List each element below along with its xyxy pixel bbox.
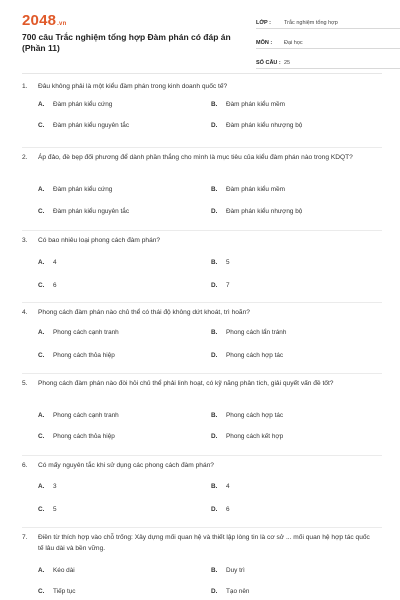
answer-option[interactable] bbox=[38, 432, 115, 442]
question-item bbox=[22, 306, 382, 374]
answer-option[interactable] bbox=[211, 281, 230, 291]
site-logo[interactable] bbox=[22, 12, 66, 29]
question-number: 3. bbox=[22, 237, 28, 244]
answer-option[interactable] bbox=[211, 505, 230, 515]
option-text: 4 bbox=[53, 259, 57, 266]
option-letter: D. bbox=[211, 122, 218, 129]
question-number: 7. bbox=[22, 534, 28, 541]
option-text: 5 bbox=[226, 259, 230, 266]
answer-option[interactable] bbox=[211, 258, 230, 268]
answer-option[interactable] bbox=[211, 100, 285, 110]
answer-option[interactable] bbox=[38, 566, 75, 576]
option-text: Đàm phán kiểu mềm bbox=[226, 186, 285, 193]
option-text: Phong cách cạnh tranh bbox=[53, 329, 119, 336]
option-text: 3 bbox=[53, 483, 57, 490]
option-text: Đàm phán kiểu nhượng bộ bbox=[226, 208, 303, 215]
option-text: Đàm phán kiểu mềm bbox=[226, 101, 285, 108]
question-item bbox=[22, 80, 382, 148]
option-letter: A. bbox=[38, 567, 45, 574]
option-text: Đàm phán kiểu nhượng bộ bbox=[226, 122, 303, 129]
option-text: Phong cách hợp tác bbox=[226, 412, 284, 419]
option-letter: B. bbox=[211, 412, 218, 419]
meta-label: MÔN : bbox=[256, 40, 273, 46]
option-letter: C. bbox=[38, 588, 45, 595]
answer-option[interactable] bbox=[211, 482, 230, 492]
option-letter: D. bbox=[211, 208, 218, 215]
question-text: Có bao nhiêu loại phong cách đàm phán? bbox=[38, 237, 161, 244]
option-text: Duy trì bbox=[226, 567, 245, 574]
answer-option[interactable] bbox=[38, 482, 57, 492]
option-letter: D. bbox=[211, 282, 218, 289]
option-letter: A. bbox=[38, 101, 45, 108]
answer-option[interactable] bbox=[38, 328, 119, 338]
option-letter: D. bbox=[211, 588, 218, 595]
meta-row-class bbox=[256, 14, 400, 29]
meta-label: SỐ CÂU : bbox=[256, 60, 281, 66]
answer-option[interactable] bbox=[38, 587, 76, 597]
logo-text: 2048 bbox=[22, 12, 57, 29]
question-item bbox=[22, 151, 382, 231]
question-text: Có mấy nguyên tắc khi sử dụng các phong cách đàm phán? bbox=[38, 462, 214, 469]
option-letter: B. bbox=[211, 186, 218, 193]
option-text: Phong cách kết hợp bbox=[226, 433, 284, 440]
meta-value: 25 bbox=[284, 60, 291, 66]
answer-option[interactable] bbox=[38, 207, 129, 217]
question-item bbox=[22, 377, 382, 456]
answer-option[interactable] bbox=[38, 258, 57, 268]
option-letter: B. bbox=[211, 259, 218, 266]
option-text: 6 bbox=[226, 506, 230, 513]
answer-option[interactable] bbox=[38, 505, 57, 515]
answer-option[interactable] bbox=[211, 328, 286, 338]
option-text: Phong cách thỏa hiệp bbox=[53, 352, 115, 359]
question-number: 4. bbox=[22, 309, 28, 316]
option-letter: C. bbox=[38, 282, 45, 289]
question-text: Đâu không phải là một kiểu đàm phán trong kinh doanh quốc tế? bbox=[38, 83, 228, 90]
option-letter: A. bbox=[38, 259, 45, 266]
option-text: Đàm phán kiểu nguyên tắc bbox=[53, 122, 130, 129]
meta-label: LỚP : bbox=[256, 20, 271, 26]
option-letter: C. bbox=[38, 208, 45, 215]
option-text: Kéo dài bbox=[53, 567, 75, 574]
option-text: 4 bbox=[226, 483, 230, 490]
answer-option[interactable] bbox=[211, 351, 283, 361]
answer-option[interactable] bbox=[211, 432, 283, 442]
question-text: Điền từ thích hợp vào chỗ trống: Xây dựng mối quan hệ và thiết lập lòng tin là cơ sở ... mối quan hệ hợp tác quốc tế lâu dài và bền vững. bbox=[38, 534, 370, 552]
option-text: Phong cách thỏa hiệp bbox=[53, 433, 115, 440]
answer-option[interactable] bbox=[38, 100, 112, 110]
option-text: 7 bbox=[226, 282, 230, 289]
question-text: Phong cách đàm phán nào chủ thể có thái độ không dứt khoát, trì hoãn? bbox=[38, 309, 250, 316]
answer-option[interactable] bbox=[38, 185, 112, 195]
answer-option[interactable] bbox=[38, 281, 57, 291]
document-title: 700 câu Trắc nghiệm tổng hợp Đàm phán có đáp án (Phần 11) bbox=[22, 32, 231, 53]
answer-option[interactable] bbox=[211, 566, 245, 576]
option-letter: B. bbox=[211, 101, 218, 108]
option-letter: D. bbox=[211, 352, 218, 359]
option-letter: A. bbox=[38, 186, 45, 193]
option-text: Đàm phán kiểu cứng bbox=[53, 186, 113, 193]
meta-row-count bbox=[256, 54, 400, 69]
document-header bbox=[22, 0, 382, 74]
option-letter: B. bbox=[211, 483, 218, 490]
option-letter: D. bbox=[211, 433, 218, 440]
answer-option[interactable] bbox=[211, 185, 285, 195]
logo-suffix: .vn bbox=[57, 21, 67, 27]
meta-value: Đại học bbox=[284, 40, 303, 46]
option-text: Phong cách lẩn tránh bbox=[226, 329, 287, 336]
answer-option[interactable] bbox=[38, 351, 115, 361]
answer-option[interactable] bbox=[38, 121, 129, 131]
option-letter: C. bbox=[38, 352, 45, 359]
answer-option[interactable] bbox=[211, 587, 249, 597]
answer-option[interactable] bbox=[211, 121, 302, 131]
document-meta bbox=[256, 14, 400, 74]
option-letter: B. bbox=[211, 567, 218, 574]
option-letter: A. bbox=[38, 329, 45, 336]
option-letter: C. bbox=[38, 122, 45, 129]
answer-option[interactable] bbox=[211, 411, 283, 421]
question-number: 1. bbox=[22, 83, 28, 90]
option-text: 6 bbox=[53, 282, 57, 289]
option-letter: A. bbox=[38, 412, 45, 419]
option-letter: C. bbox=[38, 506, 45, 513]
option-letter: C. bbox=[38, 433, 45, 440]
option-text: Đàm phán kiểu cứng bbox=[53, 101, 113, 108]
question-number: 2. bbox=[22, 154, 28, 161]
question-text: Phong cách đàm phán nào đòi hỏi chủ thể phải linh hoạt, có kỹ năng phân tích, giải quyết vấn đề tốt? bbox=[38, 380, 334, 387]
question-text: Áp đảo, đè bẹp đối phương để dành phần thắng cho mình là mục tiêu của kiểu đàm phán nào trong KDQT? bbox=[38, 154, 353, 161]
question-item bbox=[22, 234, 382, 303]
question-number: 5. bbox=[22, 380, 28, 387]
option-text: Phong cách cạnh tranh bbox=[53, 412, 119, 419]
question-number: 6. bbox=[22, 462, 28, 469]
answer-option[interactable] bbox=[211, 207, 302, 217]
meta-value: Trắc nghiệm tổng hợp bbox=[284, 20, 338, 26]
option-text: Tiếp tục bbox=[53, 588, 76, 595]
option-letter: B. bbox=[211, 329, 218, 336]
option-text: Đàm phán kiểu nguyên tắc bbox=[53, 208, 130, 215]
option-text: Tạo nên bbox=[226, 588, 250, 595]
meta-row-subject bbox=[256, 34, 400, 49]
option-letter: A. bbox=[38, 483, 45, 490]
answer-option[interactable] bbox=[38, 411, 119, 421]
option-letter: D. bbox=[211, 506, 218, 513]
question-item bbox=[22, 459, 382, 528]
option-text: 5 bbox=[53, 506, 57, 513]
option-text: Phong cách hợp tác bbox=[226, 352, 284, 359]
question-item bbox=[22, 531, 382, 600]
